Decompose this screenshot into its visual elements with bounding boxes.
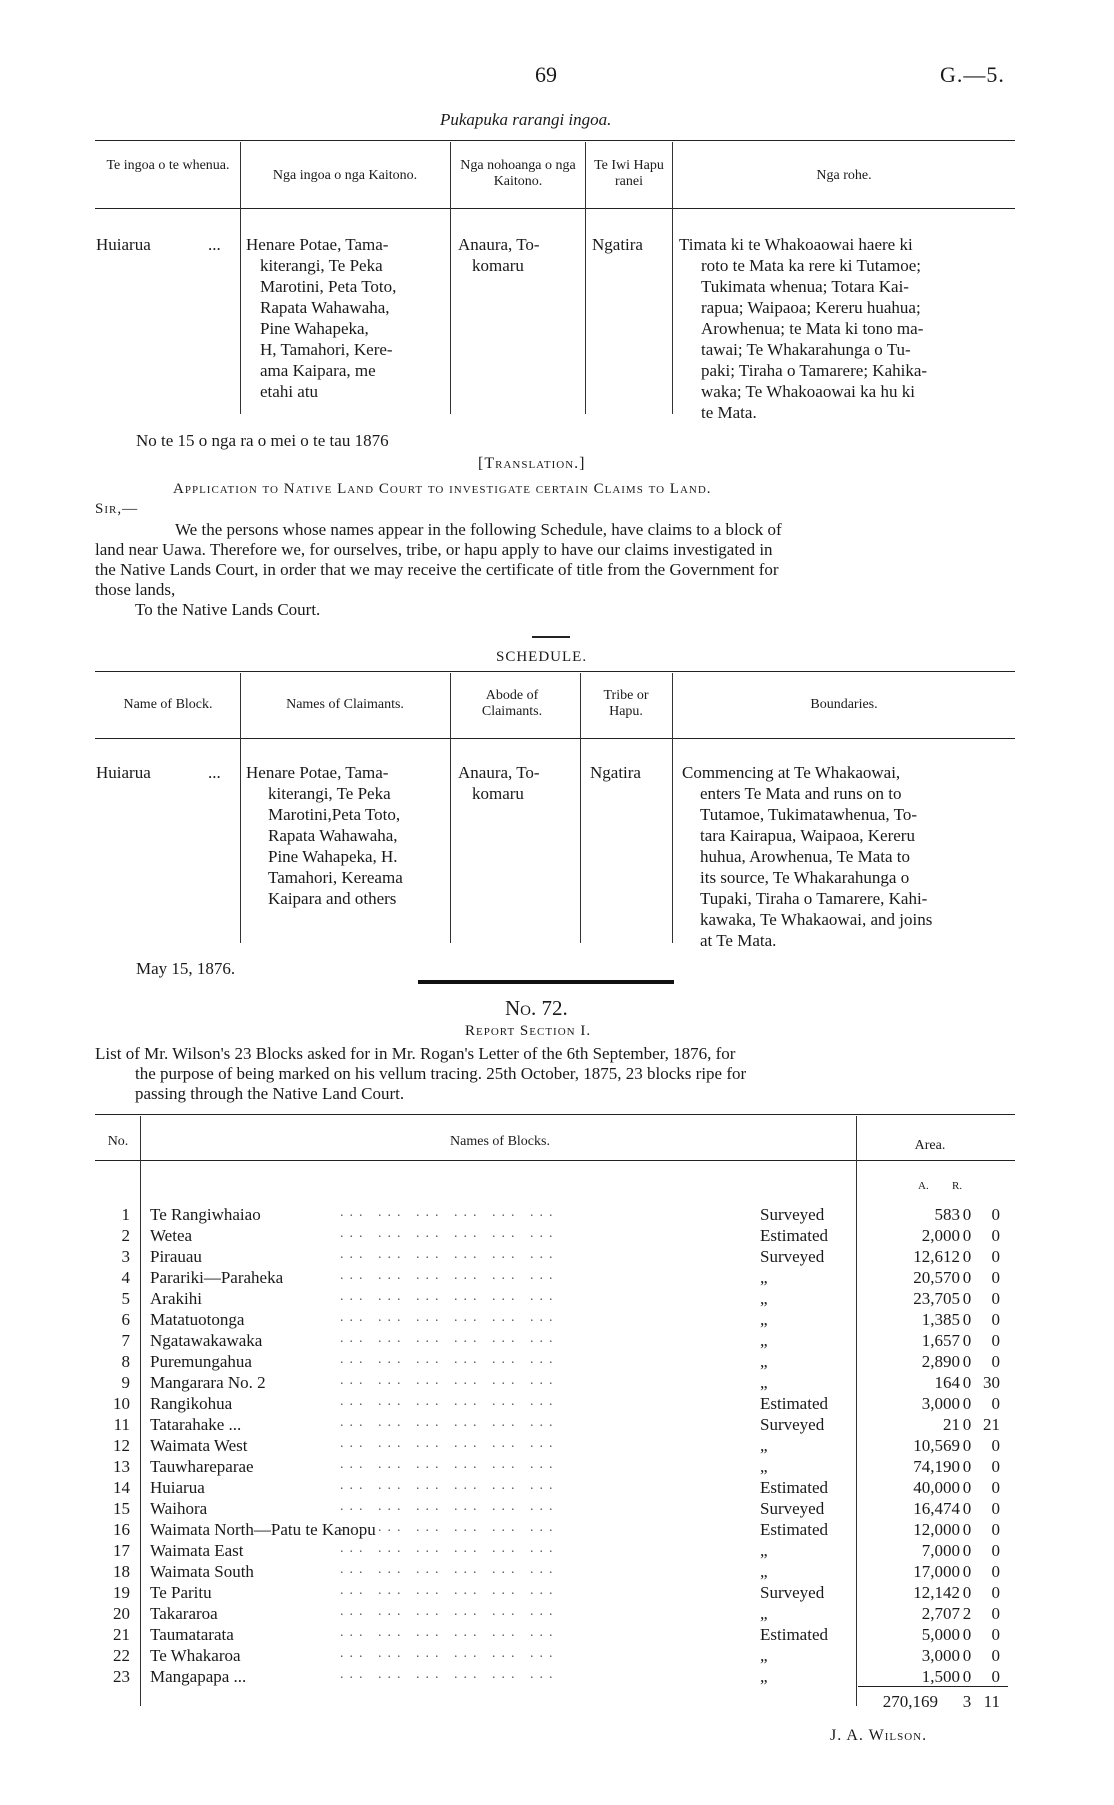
- block-name: Rangikohua: [150, 1394, 233, 1413]
- leader-dots: ... ... ... ... ... ...: [340, 1373, 559, 1388]
- area-acres: 16,474: [913, 1499, 960, 1518]
- area-perches: 0: [991, 1604, 1000, 1623]
- translation-body: We the persons whose names appear in the following Schedule, have claims to a block of land near Uawa. Therefore we, for ourselves, tribe, or hapu apply to have our claims investigated in the Native Lands Court, in order that we may receive the certificate of title from the Government for those lands, To the Native Lands Court.: [95, 520, 1010, 620]
- column-header-boundaries: Nga rohe.: [816, 168, 872, 183]
- leader-dots: ... ... ... ... ... ...: [340, 1205, 559, 1220]
- table-header-rule: [95, 208, 1015, 209]
- area-acres: 1,500: [921, 1667, 960, 1686]
- area-roods: 0: [962, 1226, 972, 1245]
- leader-dots: ... ... ... ... ... ...: [340, 1646, 559, 1661]
- area-perches: 0: [991, 1667, 1000, 1686]
- area-perches: 0: [991, 1478, 1000, 1497]
- leader-dots: ...: [208, 763, 221, 782]
- area-perches: 0: [991, 1583, 1000, 1602]
- row-number: 13: [113, 1457, 130, 1476]
- claimants-list: Henare Potae, Tama- kiterangi, Te Peka Marotini, Peta Toto, Rapata Wahawaha, Pine Wahapeka, H, Tamahori, Kere- ama Kaipara, me etahi atu: [246, 235, 397, 401]
- leader-dots: ... ... ... ... ... ...: [340, 1289, 559, 1304]
- sheet-reference: G.—5.: [940, 62, 1005, 87]
- area-acres: 5,000: [921, 1625, 960, 1644]
- total-rule: [858, 1686, 1008, 1687]
- leader-dots: ... ... ... ... ... ...: [340, 1352, 559, 1367]
- row-number: 17: [113, 1541, 130, 1560]
- row-number: 1: [121, 1205, 130, 1224]
- area-perches: 0: [991, 1268, 1000, 1287]
- area-roods: 0: [962, 1646, 972, 1665]
- area-roods: 0: [962, 1499, 972, 1518]
- salutation: Sir,—: [95, 501, 139, 517]
- column-header-claimants: Names of Claimants.: [286, 697, 404, 712]
- area-perches: 0: [991, 1436, 1000, 1455]
- column-header-block-name: Name of Block.: [123, 697, 213, 712]
- row-number: 9: [121, 1373, 130, 1392]
- block-name: Waimata North—Patu te Kanopu: [150, 1520, 376, 1539]
- leader-dots: ... ... ... ... ... ...: [340, 1394, 559, 1409]
- survey-status: „: [760, 1604, 768, 1623]
- row-number: 14: [113, 1478, 130, 1497]
- leader-dots: ... ... ... ... ... ...: [340, 1331, 559, 1346]
- area-acres: 40,000: [913, 1478, 960, 1497]
- leader-dots: ... ... ... ... ... ...: [340, 1310, 559, 1325]
- report-intro: List of Mr. Wilson's 23 Blocks asked for in Mr. Rogan's Letter of the 6th September, 1876, for the purpose of being marked on his vellum tracing. 25th October, 1875, 23 blocks ripe for passing through the Native Land Court.: [95, 1044, 747, 1103]
- row-number: 15: [113, 1499, 130, 1518]
- column-divider: [672, 673, 673, 943]
- column-divider: [856, 1116, 857, 1706]
- column-header-names: Names of Blocks.: [450, 1134, 550, 1149]
- area-perches: 0: [991, 1289, 1000, 1308]
- leader-dots: ... ... ... ... ... ...: [340, 1457, 559, 1472]
- row-number: 2: [121, 1226, 130, 1245]
- area-roods: 0: [962, 1583, 972, 1602]
- row-number: 7: [121, 1331, 130, 1350]
- block-name: Taumatarata: [150, 1625, 234, 1644]
- area-roods: 0: [962, 1457, 972, 1476]
- column-header-tribe: Te Iwi Hapu ranei: [594, 158, 664, 190]
- area-roods: 0: [962, 1562, 972, 1581]
- block-name: Tauwhareparae: [150, 1457, 254, 1476]
- row-number: 8: [121, 1352, 130, 1371]
- survey-status: „: [760, 1562, 768, 1581]
- table-top-rule: [95, 140, 1015, 141]
- area-perches: 0: [991, 1331, 1000, 1350]
- area-acres: 1,385: [921, 1310, 960, 1329]
- area-roods: 0: [962, 1415, 972, 1434]
- block-name: Mangapapa ...: [150, 1667, 247, 1686]
- area-roods: 0: [962, 1667, 972, 1686]
- area-perches: 0: [991, 1394, 1000, 1413]
- survey-status: Surveyed: [760, 1499, 825, 1518]
- area-acres: 2,890: [921, 1352, 960, 1371]
- area-roods: 0: [962, 1247, 972, 1266]
- block-name: Te Rangiwhaiao: [150, 1205, 261, 1224]
- area-perches: 0: [991, 1352, 1000, 1371]
- total-acres: 270,169: [882, 1692, 938, 1711]
- table-header-rule: [95, 1160, 1015, 1161]
- area-perches: 0: [991, 1457, 1000, 1476]
- column-divider: [450, 673, 451, 943]
- table-header-rule: [95, 738, 1015, 739]
- short-divider: [532, 636, 570, 638]
- area-roods: 0: [962, 1625, 972, 1644]
- abode: Anaura, To- komaru: [458, 235, 540, 275]
- signature: J. A. Wilson.: [830, 1727, 928, 1744]
- area-acres: 12,612: [913, 1247, 960, 1266]
- area-perches: 0: [991, 1247, 1000, 1266]
- area-roods: 0: [962, 1478, 972, 1497]
- page-number: 69: [535, 62, 557, 87]
- leader-dots: ... ... ... ... ... ...: [340, 1562, 559, 1577]
- english-date: May 15, 1876.: [136, 959, 236, 978]
- block-name: Ngatawakawaka: [150, 1331, 263, 1350]
- abode: Anaura, To- komaru: [458, 763, 540, 803]
- leader-dots: ... ... ... ... ... ...: [340, 1541, 559, 1556]
- tribe: Ngatira: [592, 235, 643, 254]
- survey-status: „: [760, 1331, 768, 1350]
- area-acres: 17,000: [913, 1562, 960, 1581]
- column-header-abode: Nga nohoanga o nga Kaitono.: [460, 158, 576, 190]
- block-name: Huiarua: [96, 235, 151, 254]
- area-acres: 3,000: [921, 1394, 960, 1413]
- area-acres: 21: [943, 1415, 960, 1434]
- schedule-title: SCHEDULE.: [496, 649, 588, 665]
- unit-acres: A.: [918, 1180, 929, 1192]
- block-name: Waihora: [150, 1499, 208, 1518]
- survey-status: „: [760, 1667, 768, 1686]
- area-perches: 0: [991, 1205, 1000, 1224]
- survey-status: „: [760, 1373, 768, 1392]
- survey-status: „: [760, 1289, 768, 1308]
- area-perches: 30: [983, 1373, 1000, 1392]
- column-header-abode: Abode of Claimants.: [481, 688, 543, 720]
- row-number: 10: [113, 1394, 130, 1413]
- area-acres: 23,705: [913, 1289, 960, 1308]
- row-number: 21: [113, 1625, 130, 1644]
- row-number: 19: [113, 1583, 130, 1602]
- area-roods: 0: [962, 1352, 972, 1371]
- translation-heading: Application to Native Land Court to investigate certain Claims to Land.: [173, 481, 712, 497]
- total-perches: 11: [983, 1692, 1000, 1711]
- area-perches: 0: [991, 1646, 1000, 1665]
- block-name: Huiarua: [150, 1478, 205, 1497]
- area-acres: 10,569: [913, 1436, 960, 1455]
- area-acres: 74,190: [913, 1457, 960, 1476]
- leader-dots: ... ... ... ... ... ...: [340, 1247, 559, 1262]
- row-number: 4: [121, 1268, 130, 1287]
- leader-dots: ... ... ... ... ... ...: [340, 1268, 559, 1283]
- area-acres: 3,000: [921, 1646, 960, 1665]
- leader-dots: ... ... ... ... ... ...: [340, 1583, 559, 1598]
- column-header-land-name: Te ingoa o te whenua.: [106, 158, 230, 173]
- total-roods: 3: [962, 1692, 972, 1711]
- table-top-rule: [95, 1114, 1015, 1115]
- leader-dots: ... ... ... ... ... ...: [340, 1667, 559, 1682]
- row-number: 22: [113, 1646, 130, 1665]
- area-roods: 0: [962, 1205, 972, 1224]
- column-header-claimants: Nga ingoa o nga Kaitono.: [272, 168, 418, 183]
- tribe: Ngatira: [590, 763, 641, 782]
- row-number: 23: [113, 1667, 130, 1686]
- area-roods: 0: [962, 1268, 972, 1287]
- block-name: Waimata South: [150, 1562, 254, 1581]
- column-header-no: No.: [107, 1134, 129, 1149]
- column-header-area: Area.: [914, 1138, 946, 1153]
- survey-status: „: [760, 1457, 768, 1476]
- table-top-rule: [95, 671, 1015, 672]
- leader-dots: ...: [208, 235, 221, 254]
- area-acres: 12,000: [913, 1520, 960, 1539]
- area-roods: 0: [962, 1520, 972, 1539]
- area-roods: 0: [962, 1436, 972, 1455]
- leader-dots: ... ... ... ... ... ...: [340, 1499, 559, 1514]
- area-roods: 2: [962, 1604, 972, 1623]
- survey-status: Estimated: [760, 1226, 828, 1245]
- addressee: To the Native Lands Court.: [135, 600, 321, 619]
- claimants-list: Henare Potae, Tama- kiterangi, Te Peka Marotini,Peta Toto, Rapata Wahawaha, Pine Wahapeka, H. Tamahori, Kereama Kaipara and others: [246, 763, 403, 908]
- survey-status: „: [760, 1268, 768, 1287]
- row-number: 18: [113, 1562, 130, 1581]
- block-name: Waimata West: [150, 1436, 248, 1455]
- row-number: 11: [113, 1415, 130, 1434]
- area-perches: 0: [991, 1562, 1000, 1581]
- row-number: 20: [113, 1604, 130, 1623]
- area-perches: 0: [991, 1226, 1000, 1245]
- boundaries-text: Commencing at Te Whakaowai, enters Te Mata and runs on to Tutamoe, Tukimatawhenua, To- tara Kairapua, Waipaoa, Kereru huhua, Arowhenua, Te Mata to its source, Te Whakarahunga o Tupaki, Tiraha o Tamarere, Kahi- kawaka, Te Whakaowai, and joins at Te Mata.: [682, 763, 933, 950]
- column-divider: [140, 1116, 141, 1706]
- section-divider: [418, 980, 674, 984]
- block-name: Takararoa: [150, 1604, 218, 1623]
- column-divider: [240, 142, 241, 414]
- survey-status: Estimated: [760, 1625, 828, 1644]
- area-roods: 0: [962, 1289, 972, 1308]
- survey-status: Surveyed: [760, 1415, 825, 1434]
- area-acres: 20,570: [913, 1268, 960, 1287]
- leader-dots: ... ... ... ... ... ...: [340, 1415, 559, 1430]
- block-name: Wetea: [150, 1226, 193, 1245]
- leader-dots: ... ... ... ... ... ...: [340, 1520, 559, 1535]
- block-name: Tatarahake ...: [150, 1415, 242, 1434]
- area-acres: 7,000: [921, 1541, 960, 1560]
- area-perches: 0: [991, 1625, 1000, 1644]
- column-divider: [585, 142, 586, 414]
- area-roods: 0: [962, 1541, 972, 1560]
- area-acres: 2,707: [921, 1604, 960, 1623]
- leader-dots: ... ... ... ... ... ...: [340, 1226, 559, 1241]
- maori-table-title: Pukapuka rarangi ingoa.: [440, 110, 612, 129]
- area-roods: 0: [962, 1310, 972, 1329]
- row-number: 5: [121, 1289, 130, 1308]
- leader-dots: ... ... ... ... ... ...: [340, 1436, 559, 1451]
- area-perches: 0: [991, 1310, 1000, 1329]
- area-acres: 2,000: [921, 1226, 960, 1245]
- area-perches: 0: [991, 1541, 1000, 1560]
- translation-label: [Translation.]: [478, 455, 586, 472]
- leader-dots: ... ... ... ... ... ...: [340, 1604, 559, 1619]
- area-perches: 0: [991, 1520, 1000, 1539]
- area-roods: 0: [962, 1394, 972, 1413]
- area-acres: 12,142: [913, 1583, 960, 1602]
- survey-status: Surveyed: [760, 1583, 825, 1602]
- row-number: 6: [121, 1310, 130, 1329]
- row-number: 16: [113, 1520, 130, 1539]
- report-number: No. 72.: [505, 996, 568, 1020]
- survey-status: Estimated: [760, 1520, 828, 1539]
- column-divider: [580, 673, 581, 943]
- area-perches: 21: [983, 1415, 1000, 1434]
- block-name: Puremungahua: [150, 1352, 252, 1371]
- leader-dots: ... ... ... ... ... ...: [340, 1625, 559, 1640]
- area-acres: 1,657: [921, 1331, 960, 1350]
- area-roods: 0: [962, 1331, 972, 1350]
- survey-status: „: [760, 1436, 768, 1455]
- block-name: Huiarua: [96, 763, 151, 782]
- block-name: Matatuotonga: [150, 1310, 245, 1329]
- survey-status: „: [760, 1310, 768, 1329]
- block-name: Te Whakaroa: [150, 1646, 241, 1665]
- survey-status: Surveyed: [760, 1205, 825, 1224]
- block-name: Waimata East: [150, 1541, 244, 1560]
- column-divider: [240, 673, 241, 943]
- survey-status: „: [760, 1352, 768, 1371]
- maori-date: No te 15 o nga ra o mei o te tau 1876: [136, 431, 389, 450]
- survey-status: Estimated: [760, 1478, 828, 1497]
- report-section: Report Section I.: [465, 1023, 592, 1039]
- block-name: Te Paritu: [150, 1583, 212, 1602]
- block-name: Arakihi: [150, 1289, 202, 1308]
- area-acres: 164: [934, 1373, 960, 1392]
- leader-dots: ... ... ... ... ... ...: [340, 1478, 559, 1493]
- column-header-boundaries: Boundaries.: [810, 697, 878, 712]
- unit-roods: R.: [952, 1180, 963, 1192]
- row-number: 3: [121, 1247, 130, 1266]
- survey-status: „: [760, 1541, 768, 1560]
- survey-status: „: [760, 1646, 768, 1665]
- area-perches: 0: [991, 1499, 1000, 1518]
- area-roods: 0: [962, 1373, 972, 1392]
- block-name: Mangarara No. 2: [150, 1373, 266, 1392]
- block-name: Pirauau: [150, 1247, 202, 1266]
- row-number: 12: [113, 1436, 130, 1455]
- survey-status: Surveyed: [760, 1247, 825, 1266]
- area-acres: 583: [934, 1205, 960, 1224]
- boundaries-text: Timata ki te Whakoaowai haere ki roto te Mata ka rere ki Tutamoe; Tukimata whenua; Totara Kai- rapua; Waipaoa; Kereru huahua; Arowhenua; te Mata ki tono ma- tawai; Te Whakarahunga o Tu- paki; Tiraha o Tamarere; Kahika- waka; Te Whakoaowai ka hu ki te Mata.: [679, 235, 928, 422]
- survey-status: Estimated: [760, 1394, 828, 1413]
- column-divider: [450, 142, 451, 414]
- column-header-tribe: Tribe or Hapu.: [603, 688, 649, 720]
- column-divider: [672, 142, 673, 414]
- block-name: Parariki—Paraheka: [150, 1268, 284, 1287]
